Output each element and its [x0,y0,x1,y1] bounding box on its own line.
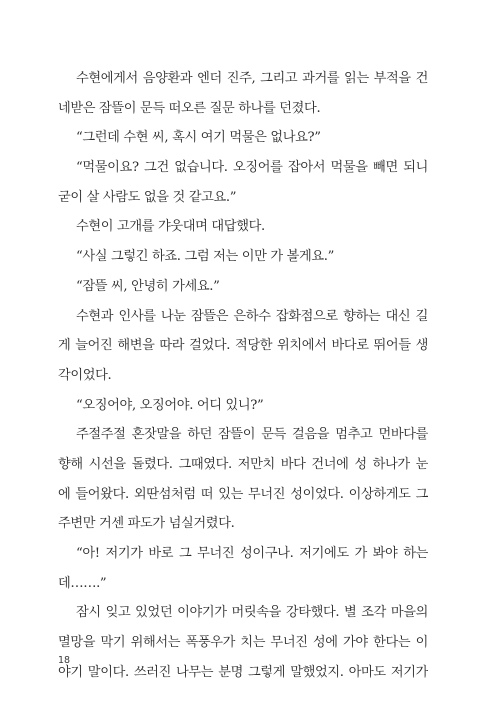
text-line-content: 수현과 인사를 나눈 잠뜰은 은하수 잡화점으로 향하는 대신 길 [76,308,428,324]
text-line [58,450,428,480]
text-line-content: 데…….” [58,575,107,591]
text-line-content: 수현에게서 음양환과 엔더 진주, 그리고 과거를 읽는 부적을 건 [76,71,428,86]
text-line [58,539,428,569]
text-line-content: “먹물이요? 그건 없습니다. 오징어를 잡아서 먹물을 빼면 되니 [76,160,428,176]
text-line-content: “그런데 수현 씨, 혹시 여기 먹물은 없나요?” [76,130,321,146]
text-line [58,183,428,213]
text-line-content: 수현이 고개를 갸웃대며 대답했다. [76,219,265,235]
text-line [58,302,428,332]
page-number: 18 [58,655,71,666]
text-line-content: 굳이 살 사람도 없을 것 같고요.” [58,189,237,205]
text-line-content: 잠시 잊고 있었던 이야기가 머릿속을 강타했다. 별 조각 마을의 [76,605,428,621]
text-line-content: 향해 시선을 돌렸다. 그때였다. 저만치 바다 건너에 성 하나가 눈 [58,456,428,472]
text-line [58,212,428,242]
text-line [58,242,428,272]
text-line-content: 멸망을 막기 위해서는 폭풍우가 치는 무너진 성에 가야 한다는 이 [58,635,428,651]
text-line-content: “오징어야, 오징어야. 어디 있니?” [76,397,264,413]
text-line-content: 야기 말이다. 쓰러진 나무는 분명 그렇게 말했었지. 아마도 저기가 [58,664,428,680]
text-line [58,420,428,450]
text-line [58,628,428,658]
text-line-content: 주변만 거센 파도가 넘실거렸다. [58,516,235,532]
body-text [58,64,428,687]
text-line [58,658,428,688]
text-line [58,598,428,628]
text-line-content: 네받은 잠뜰이 문득 떠오른 질문 하나를 던졌다. [58,100,321,116]
text-line [58,153,428,183]
text-line [58,123,428,153]
text-line-content: 에 들어왔다. 외딴섬처럼 떠 있는 무너진 성이었다. 이상하게도 그 [58,486,428,502]
text-line [58,480,428,510]
text-line-content: 각이었다. [58,367,112,383]
text-line [58,272,428,302]
text-line [58,361,428,391]
text-line [58,391,428,421]
text-line [58,569,428,599]
text-line-content: “잠뜰 씨, 안녕히 가세요.” [76,278,220,294]
text-line [58,509,428,539]
text-line [58,94,428,124]
text-line [58,331,428,361]
text-line-content: “사실 그렇긴 하죠. 그럼 저는 이만 가 볼게요.” [76,249,334,265]
text-line-content: 게 늘어진 해변을 따라 걸었다. 적당한 위치에서 바다로 뛰어들 생 [58,338,428,354]
text-line-content: 주절주절 혼잣말을 하던 잠뜰이 문득 걸음을 멈추고 먼바다를 [76,427,428,443]
text-line [58,64,428,94]
text-line-content: “아! 저기가 바로 그 무너진 성이구나. 저기에도 가 봐야 하는 [76,546,428,561]
